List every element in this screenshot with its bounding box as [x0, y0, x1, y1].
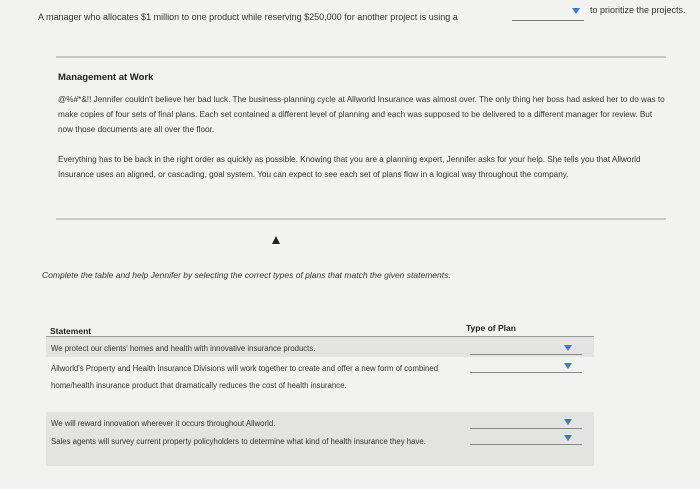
divider [56, 56, 666, 58]
plan-type-dropdown-3[interactable] [470, 416, 582, 429]
row-statement: We protect our clients' homes and health with innovative insurance products. [51, 344, 316, 353]
table-header-type: Type of Plan [466, 323, 516, 333]
mouse-pointer-icon [272, 236, 280, 244]
case-paragraph-2: Everything has to be back in the right order as quickly as possible. Knowing that you are a planning expert, Jennifer asks for your help. She tells you that Allworld Insurance uses an aligned, or cascading, goal system. You can expect to see each set of plans flow in a logical way throughout the company. [58, 155, 641, 179]
chevron-down-icon[interactable] [564, 419, 572, 425]
chevron-down-icon[interactable] [564, 363, 572, 369]
table-header-statement: Statement [50, 326, 92, 336]
instruction-text: Complete the table and help Jennifer by selecting the correct types of plans that match the given statements. [42, 270, 451, 280]
question-suffix: to prioritize the projects. [590, 5, 686, 15]
chevron-down-icon[interactable] [564, 435, 572, 441]
plan-type-dropdown-1[interactable] [470, 342, 582, 355]
chevron-down-icon[interactable] [572, 8, 580, 14]
case-title: Management at Work [58, 72, 154, 83]
chevron-down-icon[interactable] [564, 345, 572, 351]
row-statement: Sales agents will survey current property policyholders to determine what kind of health insurance they have. [51, 437, 426, 446]
case-paragraph-1: @%#*&!! Jennifer couldn't believe her bad luck. The business-planning cycle at Allworld Insurance was almost over. The only thing her boss had asked her to do was to make copies of four sets of final plans. Each set contained a different level of planning and each was supposed to be delivered to a different manager for review. But now those documents are all over the floor. [58, 95, 665, 134]
divider [56, 218, 666, 220]
question-prefix: A manager who allocates $1 million to one product while reserving $250,000 for another project is using a [38, 12, 458, 22]
plan-type-dropdown-2[interactable] [470, 360, 582, 373]
row-statement: We will reward innovation wherever it occurs throughout Allworld. [51, 419, 276, 428]
plan-type-dropdown-4[interactable] [470, 432, 582, 445]
row-statement: Allworld's Property and Health Insurance Divisions will work together to create and offer a new form of combined home/health insurance product that dramatically reduces the cost of health insurance. [51, 364, 439, 390]
